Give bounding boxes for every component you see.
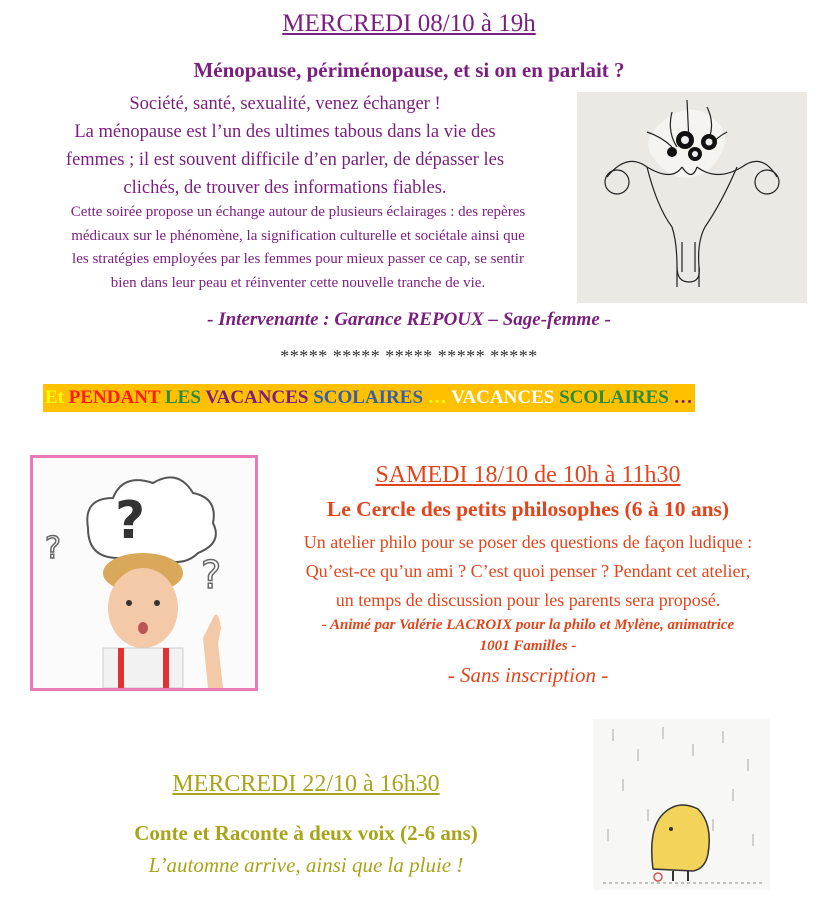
svg-text:?: ? <box>45 531 61 566</box>
description-line: Un atelier philo pour se poser des questions de façon ludique : <box>303 532 753 552</box>
svg-text:?: ? <box>115 491 146 551</box>
banner-word: SCOLAIRES <box>554 387 669 408</box>
event2-credit <box>258 615 798 657</box>
description-line: un temps de discussion pour les parents sera proposé. <box>335 590 721 610</box>
event2-subtitle: Le Cercle des petits philosophes (6 à 10 ans) <box>326 497 730 521</box>
event3-title: MERCREDI 22/10 à 16h30 <box>172 771 440 797</box>
rain-character-illustration <box>593 719 770 890</box>
banner-word: VACANCES <box>446 387 555 408</box>
banner-word: PENDANT <box>64 387 161 408</box>
child-thinking-icon <box>33 458 255 688</box>
event1-details <box>14 201 582 295</box>
intro-line: femmes ; il est souvent difficile d’en parler, de dépasser les <box>65 150 505 170</box>
credit-line: 1001 Familles - <box>479 638 577 654</box>
event2-note: - Sans inscription - <box>447 663 609 687</box>
event1-speaker: - Intervenante : Garance REPOUX – Sage-femme - <box>207 309 611 330</box>
banner-word: … <box>668 387 693 408</box>
description-line: Qu’est-ce qu’un ami ? C’est quoi penser ? Pendant cet atelier, <box>305 561 751 581</box>
holiday-banner <box>43 384 695 412</box>
details-line: médicaux sur le phénomène, la signification culturelle et sociétale ainsi que <box>71 227 525 244</box>
details-line: bien dans leur peau et réinventer cette nouvelle tranche de vie. <box>110 274 486 291</box>
intro-line: clichés, de trouver des informations fiables. <box>123 178 447 198</box>
separator: ***** ***** ***** ***** ***** <box>280 346 538 366</box>
svg-text:?: ? <box>201 553 222 597</box>
rain-character-icon <box>593 719 770 890</box>
event2-description <box>258 528 798 615</box>
banner-word: VACANCES <box>200 387 309 408</box>
banner-word: … <box>423 387 447 408</box>
intro-line: La ménopause est l’un des ultimes tabous dans la vie des <box>74 122 496 142</box>
details-line: Cette soirée propose un échange autour de plusieurs éclairages : des repères <box>70 204 526 220</box>
event1-subtitle: Ménopause, périménopause, et si on en parlait ? <box>193 58 625 82</box>
event3-tagline: L’automne arrive, ainsi que la pluie ! <box>148 853 464 877</box>
intro-line: Société, santé, sexualité, venez échanger ! <box>129 94 441 114</box>
event1-title: MERCREDI 08/10 à 19h <box>282 10 536 37</box>
uterus-flowers-illustration <box>577 92 807 303</box>
details-line: les stratégies employées par les femmes pour mieux passer ce cap, se sentir <box>72 251 524 267</box>
event1-intro <box>10 90 560 202</box>
event2-title: SAMEDI 18/10 de 10h à 11h30 <box>375 462 681 488</box>
event3-subtitle: Conte et Raconte à deux voix (2-6 ans) <box>134 821 478 845</box>
banner-word: LES <box>160 387 201 408</box>
banner-word: SCOLAIRES <box>308 387 424 408</box>
child-questions-photo <box>30 455 258 691</box>
uterus-flowers-icon <box>577 92 807 303</box>
banner-word: Et <box>45 387 64 408</box>
credit-line: - Animé par Valérie LACROIX pour la philo et Mylène, animatrice <box>321 617 735 633</box>
